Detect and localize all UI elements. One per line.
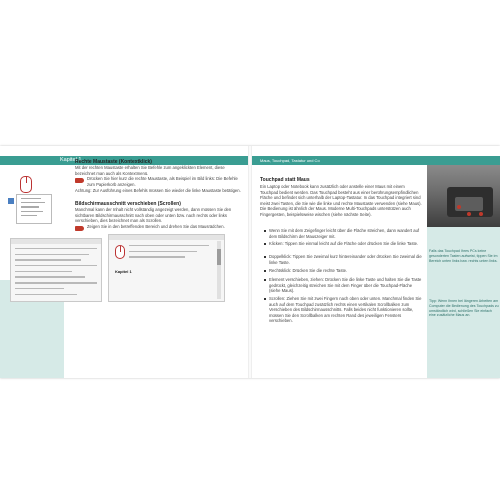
bullet-item: Scrollen: Ziehen Sie mit zwei Fingern nach oben oder unten. Manchmal finden Sie auch auf dem Touchpad zusätzlich rechts einen vertikalen Scrollbalken zum Verschieben des Bildschirmausschnitts. Falls beides nicht funktionieren sollte, müssen Sie den Scrollbalken am rechten Rand des jeweiligen Fensters verschieben. (269, 296, 422, 324)
bullet-item: Doppelklick: Tippen Sie zweimal kurz hintereinander oder drücken Sie zweimal die linke Taste. (269, 254, 422, 265)
hand-pointer-icon (75, 178, 84, 183)
scroll-text: Manchmal kann der Inhalt nicht vollständig angezeigt werden, dann müssen Sie den sichtbaren Bildschirmausschnitt nach oben oder unten bzw. nach rechts oder links verschieben, dies bezeichnet man als Scrollen. (75, 207, 232, 224)
running-title: Maus, Touchpad, Tastatur und Co (260, 158, 320, 163)
screenshot-chapter-label: Kapitel 1 (115, 269, 132, 274)
bullet-icon (264, 270, 266, 272)
bullet-item: Rechtsklick: Drücken Sie die rechte Taste. (269, 268, 348, 273)
right-click-step: Drücken Sie hier kurz die rechte Maustaste, als Beispiel im Bild links: Die Befehle zum Papierkorb anzeigen. (87, 176, 238, 187)
window-titlebar (11, 239, 101, 244)
right-click-text: Mit der rechten Maustaste erhalten Sie Befehle zum angeklickten Element, diese bezeichnet man auch als Kontextmenü. (75, 165, 225, 176)
photo-caption: Falls das Touchpad Ihres PCs keine gesonderten Tasten aufweist, tippen Sie im Bereich unten links bzw. rechts unten links. (429, 249, 498, 263)
hand-pointer-icon (75, 226, 84, 231)
window-titlebar (109, 235, 224, 240)
book-spread (0, 146, 500, 378)
bullet-icon (264, 279, 266, 281)
bullet-icon (264, 243, 266, 245)
mouse-wheel-icon (115, 245, 125, 259)
recycle-bin-icon (8, 198, 14, 204)
chapter-label: Kapitel 1 (60, 157, 82, 163)
right-header-bar (252, 156, 500, 165)
document-text-lines (15, 248, 97, 299)
scroll-step: Zeigen Sie in den betreffenden Bereich und drehen Sie das Mausrädchen. (87, 224, 225, 229)
bullet-icon (264, 256, 266, 258)
bullet-item: Klicken: Tippen Sie einmal leicht auf die Fläche oder drücken Sie die linke Taste. (269, 241, 419, 246)
touchpad-heading: Touchpad statt Maus (260, 177, 310, 183)
marker-1-icon (457, 205, 461, 209)
scroll-screenshot-left (10, 238, 102, 302)
scrollbar (217, 241, 221, 299)
document-text-lines (129, 245, 209, 262)
bullet-icon (264, 298, 266, 300)
touchpad-intro: Ein Laptop oder Notebook kann zusätzlich oder anstelle einer Maus mit einem Touchpad bedient werden. Das Touchpad besteht aus einer berührungsempfindlichen Fläche und befindet sich unterhalb der Laptop-Tastatur. In das Touchpad integriert sind meist zwei Tasten, die Sie wie die linke und rechte Maustaste verwenden (siehe Maus). Die Bedienung ist ähnlich der Maus. Moderne Multi-Touchpads unterstützen auch Fingergesten, beispielsweise wischen (siehe nächste Seite). (260, 184, 422, 217)
context-menu-image (16, 194, 52, 224)
right-click-note: Achtung: Zur Ausführung eines Befehls müssen Sie wieder die linke Maustaste betätigen. (75, 188, 241, 193)
scroll-heading: Bildschirmausschnitt verschieben (Scrollen) (75, 201, 181, 207)
tip-text: Tipp: Wenn Ihnen bei längeren Arbeiten am Computer die Bedienung des Touchpads zu umständlich wird, schließen Sie einfach eine zusätzliche Maus an. (429, 299, 499, 318)
bullet-icon (264, 230, 266, 232)
marker-2-icon (467, 212, 471, 216)
right-click-heading: Rechte Maustaste (Kontextklick) (75, 159, 152, 165)
bullet-item: Element verschieben, ziehen: Drücken Sie die linke Taste und halten Sie die Taste gedrückt, gleichzeitig streichen Sie mit dem Finger über die Touchpad-Fläche (siehe Maus). (269, 277, 422, 294)
marker-3-icon (479, 212, 483, 216)
book-gutter (248, 146, 252, 378)
touchpad-photo (427, 165, 500, 227)
bullet-item: Wenn Sie mit dem Zeigefinger leicht über die Fläche streichen, dann wandert auf dem Bildschirm der Mauszeiger mit. (269, 228, 420, 239)
mouse-icon (20, 176, 32, 193)
scroll-screenshot-right (108, 234, 225, 302)
